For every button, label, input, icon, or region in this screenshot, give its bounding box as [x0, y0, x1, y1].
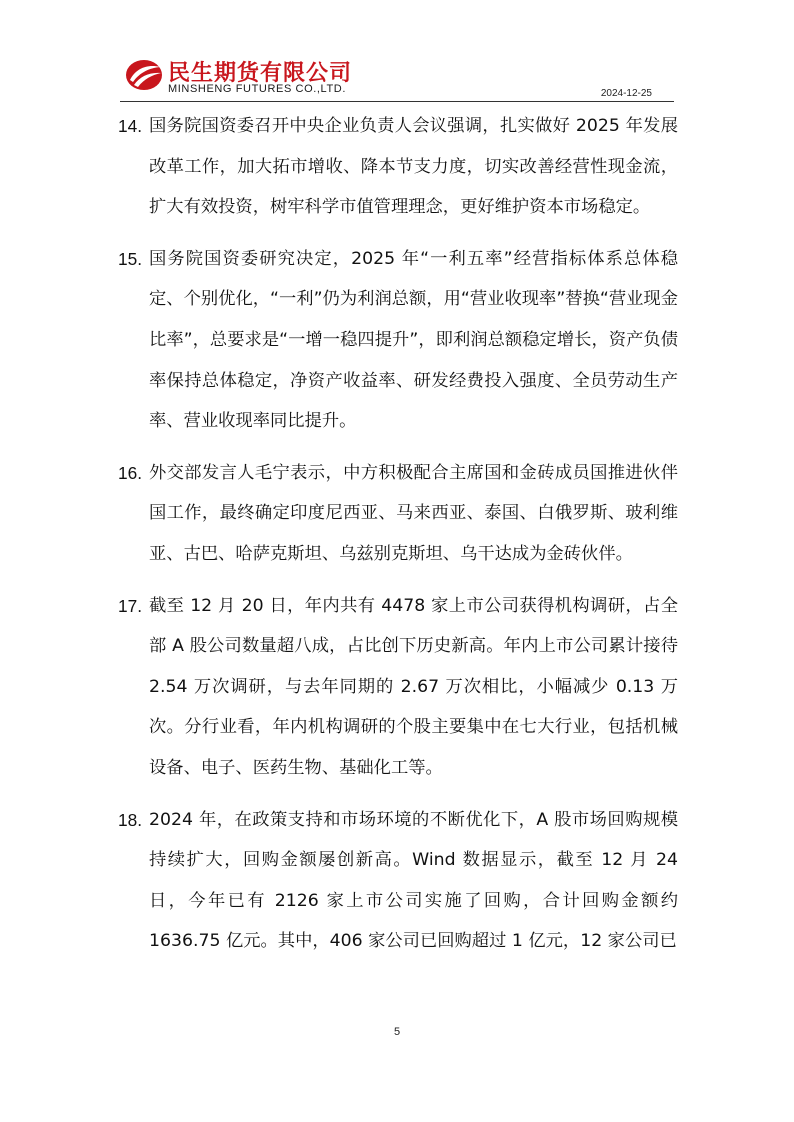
item-number: 17.: [118, 595, 143, 616]
item-number: 14.: [118, 116, 143, 136]
minsheng-logo-icon: [124, 58, 164, 92]
item-text: 国务院国资委召开中央企业负责人会议强调，扎实做好 2025 年发展改革工作，加大拓市增收、降本节支力度，切实改善经营性现金流，扩大有效投资，树牢科学市值管理理念，更好维护资本市场稳定。: [149, 116, 678, 218]
news-item-16: [118, 453, 678, 575]
news-item-18: [118, 800, 678, 962]
item-number: 15.: [118, 248, 143, 269]
company-name-en: MINSHENG FUTURES CO.,LTD.: [168, 83, 346, 95]
item-text: 2024 年，在政策支持和市场环境的不断优化下，A 股市场回购规模持续扩大，回购金额屡创新高。Wind 数据显示，截至 12 月 24 日，今年已有 2126 家上市公司实施了回购，合计回购金额约 1636.75 亿元。其中，406 家公司已回购超过 1 亿元，12 家公司已: [149, 809, 678, 952]
item-text: 国务院国资委研究决定，2025 年“一利五率”经营指标体系总体稳定、个别优化，“一利”仍为利润总额，用“营业收现率”替换“营业现金比率”，总要求是“一增一稳四提升”，即利润总额稳定增长，资产负债率保持总体稳定，净资产收益率、研发经费投入强度、全员劳动生产率、营业收现率同比提升。: [149, 248, 678, 432]
item-number: 16.: [118, 462, 143, 483]
report-date: 2024-12-25: [600, 88, 652, 99]
news-item-17: [118, 586, 678, 789]
news-item-14: [118, 106, 678, 228]
news-list: [118, 106, 678, 973]
item-number: 18.: [118, 809, 143, 830]
item-text: 外交部发言人毛宁表示，中方积极配合主席国和金砖成员国推进伙伴国工作，最终确定印度尼西亚、马来西亚、泰国、白俄罗斯、玻利维亚、古巴、哈萨克斯坦、乌兹别克斯坦、乌干达成为金砖伙伴。: [149, 462, 678, 564]
page-header: [120, 52, 676, 102]
company-name-cn: 民生期货有限公司: [168, 61, 353, 86]
page-number: 5: [393, 1026, 401, 1038]
header-divider: [120, 101, 674, 102]
news-item-15: [118, 239, 678, 442]
item-text: 截至 12 月 20 日，年内共有 4478 家上市公司获得机构调研，占全部 A 股公司数量超八成，占比创下历史新高。年内上市公司累计接待 2.54 万次调研，与去年同期的 2.67 万次相比，小幅减少 0.13 万次。分行业看，年内机构调研的个股主要集中在七大行业，包括机械设备、电子、医药生物、基础化工等。: [149, 595, 678, 778]
